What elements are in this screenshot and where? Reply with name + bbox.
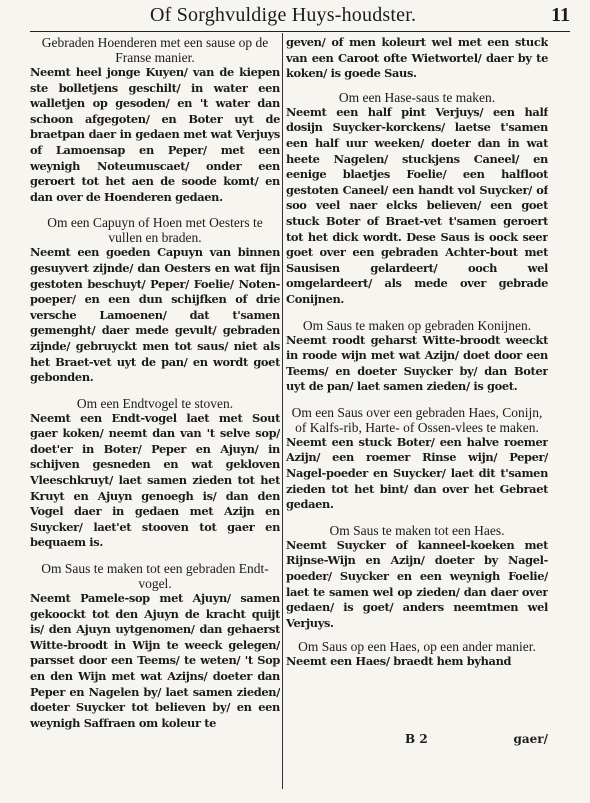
- recipe-heading: Om Saus te maken tot een Haes.: [329, 522, 505, 538]
- column-divider: [282, 33, 283, 789]
- left-column: [30, 35, 280, 789]
- page-number: 11: [551, 4, 570, 26]
- recipe-heading: Om Saus op een Haes, op een ander manier.: [298, 639, 536, 655]
- continued-text: geven/ of men koleurt wel met een stuck van een Caroot ofte Wietwortel/ daer by te koken/ is goede Saus.: [286, 35, 548, 81]
- signature-mark: B 2: [405, 732, 428, 746]
- recipe-text: Neemt Pamele-sop met Ajuyn/ samen gekoockt tot den Ajuyn de kracht quijt is/ den Ajuyn uytgenomen/ dan gehaerst Witte-broodt in Wijn te weeck gelegen/ parsset door een Teems/ te weten/ 't Sop en den Wijn met wat Azijns/ doeter dan Peper en Nagelen by/ laet samen zieden/ doeter Suycker tot believen by/ en een weynigh Saffraen om koleur te: [30, 591, 280, 730]
- recipe-text: Neemt heel jonge Kuyen/ van de kiepen ste bolletjens geschilt/ in water een walletjen op gesoden/ en 't water dan schoon afgegoten/ en Boter uyt de braetpan daer in gedaen met wat Verjuys of Lamoensap en Peper/ met een weynigh Noteumuscaet/ onder een geroert tot het aen de soode komt/ en dan over de Hoenderen gedaen.: [30, 65, 280, 204]
- catchword: gaer/: [513, 732, 548, 746]
- recipe-text: Neemt een half pint Verjuys/ een half dosijn Suycker-korckens/ laetse t'samen een half uur weeken/ doeter dan in wat heete Nagelen/ stuckjens Caneel/ en eenige blaetjes Foelie/ een halfloot gestoten Caneel/ een handt vol Suycker/ of soo veel naer elcks believen/ een goet stuck Boter of Braet-vet t'samen geroert tot het dick wordt. Dese Saus is oock seer goet over een gebraden Achter-bout met Sausisen gelardeert/ ooch wel omgelardeert/ als mede over gebrade Conijnen.: [286, 104, 548, 306]
- recipe-heading: Om een Endtvogel te stoven.: [76, 395, 234, 411]
- recipe-heading: Om een Saus over een gebraden Haes, Conijn, of Kalfs-rib, Harte- of Ossen-vlees te maken.: [291, 404, 543, 435]
- recipe-heading: Om Saus te maken tot een gebraden Endt-vogel.: [41, 561, 269, 592]
- recipe-heading: Gebraden Hoenderen met een sause op de Franse manier.: [41, 35, 269, 65]
- recipe-text: Neemt een Endt-vogel laet met Sout gaer koken/ neemt dan van 't selve sop/ doet'er in Boter/ Peper en Ajuyn/ in schijven gesneden en wat gekloven Vleeschkruyt/ laet samen zieden tot het Kruyt en Ajuyn genoegh is/ dan den Vogel daer in gedaen met Azijn en Suycker/ laet'et stooven tot gaer en bequaem is.: [30, 410, 280, 550]
- recipe-text: Neemt een goeden Capuyn van binnen gesuyvert zijnde/ dan Oesters en wat fijn gestoten beschuyt/ Peper/ Foelie/ Noten-poeper/ en een dun schijfken of drie versche Lamoenen/ dat t'samen gemenght/ daer mede gevult/ gebraden zijnde/ gebruyckt men tot saus/ niet als het Braet-vet uyt de pan/ en wordt goet gebonden.: [30, 245, 280, 385]
- recipe-heading: Om Saus te maken op gebraden Konijnen.: [302, 317, 532, 333]
- header-rule: [30, 31, 570, 32]
- running-head: [0, 4, 590, 32]
- recipe-heading: Om een Hase-saus te maken.: [338, 89, 496, 105]
- running-title: Of Sorghvuldige Huys-houdster.: [150, 4, 417, 26]
- recipe-text: Neemt een Haes/ braedt hem byhand: [286, 654, 512, 669]
- recipe-text: Neemt roodt geharst Witte-broodt weeckt in roode wijn met wat Azijn/ doet door een Teems/ en doeter Suycker by/ dan Boter uyt de pan/ laet samen zieden/ is goet.: [286, 332, 548, 394]
- recipe-heading: Om een Capuyn of Hoen met Oesters te vullen en braden.: [47, 215, 263, 246]
- right-column: [286, 35, 548, 789]
- recipe-text: Neemt een stuck Boter/ een halve roemer Azijn/ een roemer Rinse wijn/ Peper/ Nagel-poeder en Suycker/ laet dit t'samen zieden tot het bint/ dan over het Gebraet gedaen.: [286, 434, 548, 512]
- recipe-text: Neemt Suycker of kanneel-koeken met Rijnse-Wijn en Azijn/ doeter by Nagel-poeder/ Suycker en een weynigh Foelie/ laet te samen wel op zieden/ dan daer over gedaen/ is goet/ anders neemtmen wel Verjuys.: [286, 537, 548, 630]
